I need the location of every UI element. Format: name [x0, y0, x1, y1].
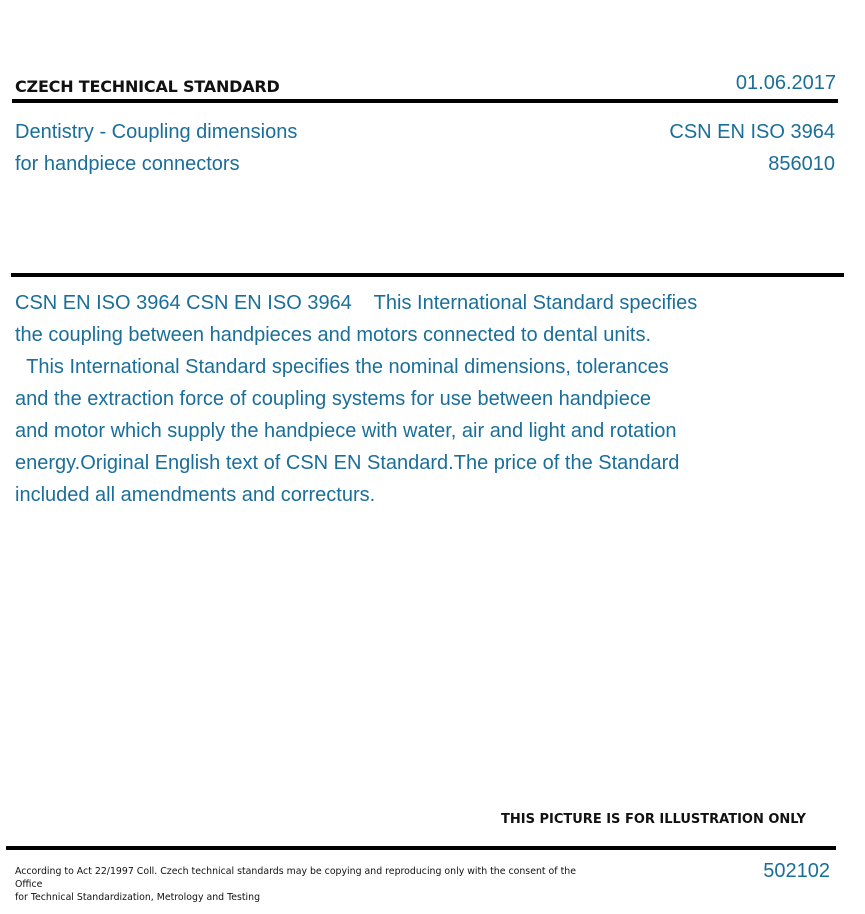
- subject-line-1: Dentistry - Coupling dimensions: [15, 121, 298, 143]
- subject-line-2: for handpiece connectors: [15, 153, 240, 175]
- standard-subject: [15, 116, 297, 180]
- section-divider: [11, 273, 844, 277]
- document-number: 502102: [763, 860, 830, 882]
- publication-date: 01.06.2017: [735, 72, 836, 94]
- header-divider: [12, 99, 838, 103]
- classification-number: 856010: [768, 153, 835, 175]
- standard-description: CSN EN ISO 3964 CSN EN ISO 3964 This International Standard specifies the coupling between handpieces and motors connected to dental units. This International Standard specifies the nominal dimensions, tolerances and the extraction force of coupling systems for use between handpiece and motor which supply the handpiece with water, air and light and rotation energy.Original English text of CSN EN Standard.The price of the Standard included all amendments and correcturs.: [15, 292, 698, 506]
- legal-notice-line-2: for Technical Standardization, Metrology and Testing: [15, 892, 261, 903]
- standard-identifiers: [669, 116, 835, 180]
- legal-notice: [15, 865, 595, 904]
- footer-divider: [6, 846, 836, 850]
- legal-notice-line-1: According to Act 22/1997 Coll. Czech technical standards may be copying and reproducing only with the consent of the Office: [15, 866, 576, 890]
- standard-code: CSN EN ISO 3964: [669, 121, 835, 143]
- illustration-disclaimer: THIS PICTURE IS FOR ILLUSTRATION ONLY: [501, 812, 806, 827]
- document-type-title: CZECH TECHNICAL STANDARD: [15, 77, 280, 96]
